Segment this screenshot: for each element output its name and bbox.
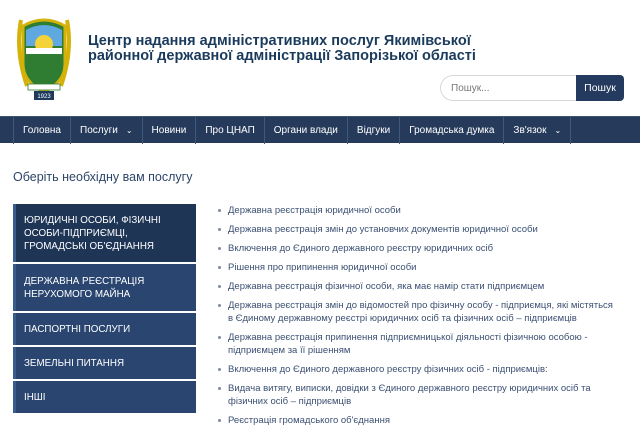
category-label: ЮРИДИЧНІ ОСОБИ, ФІЗИЧНІ ОСОБИ-ПІДПРИЄМЦІ, ГРОМАДСЬКІ ОБ'ЄДНАННЯ xyxy=(24,214,161,252)
nav-label: Органи влади xyxy=(273,125,338,136)
service-link[interactable]: Державна реєстрація змін до відомостей про фізичну особу - підприємця, які містяться в Єдиному державному реєстрі юридичних осіб та фізичних осіб – підприємців xyxy=(218,299,618,325)
nav-item-news[interactable] xyxy=(142,117,196,144)
nav-item-contact[interactable] xyxy=(503,117,571,144)
chevron-down-icon: ⌄ xyxy=(554,125,562,135)
nav-item-reviews[interactable] xyxy=(347,117,399,144)
category-land[interactable] xyxy=(13,347,196,379)
service-link[interactable]: Включення до Єдиного державного реєстру юридичних осіб xyxy=(218,242,618,255)
category-label: ДЕРЖАВНА РЕЄСТРАЦІЯ НЕРУХОМОГО МАЙНА xyxy=(24,275,145,300)
main-navigation xyxy=(0,116,640,143)
site-title-line2: районної державної адміністрації Запорізької області xyxy=(88,48,476,64)
service-categories xyxy=(13,204,196,415)
nav-label: Послуги xyxy=(80,125,118,136)
category-label: ЗЕМЕЛЬНІ ПИТАННЯ xyxy=(24,357,125,369)
category-other[interactable] xyxy=(13,381,196,413)
nav-label: Зв'язок xyxy=(513,125,547,136)
category-passport[interactable] xyxy=(13,313,196,345)
logo-year: 1923 xyxy=(37,94,51,100)
nav-item-authorities[interactable] xyxy=(264,117,347,144)
service-link[interactable]: Реєстрація громадського об'єднання xyxy=(218,414,618,426)
section-title: Оберіть необхідну вам послугу xyxy=(13,170,193,184)
nav-label: Відгуки xyxy=(356,125,391,136)
nav-item-services[interactable] xyxy=(70,117,142,144)
service-list xyxy=(218,204,618,426)
category-legal-entities[interactable] xyxy=(13,204,196,262)
nav-label: Головна xyxy=(23,125,61,136)
chevron-down-icon: ⌄ xyxy=(125,125,133,135)
site-title-line1: Центр надання адміністративних послуг Якимівської xyxy=(88,33,471,49)
service-link[interactable]: Державна реєстрація юридичної особи xyxy=(218,204,618,217)
nav-item-about[interactable] xyxy=(195,117,263,144)
search-form xyxy=(440,75,624,101)
service-link[interactable]: Державна реєстрація змін до установчих документів юридичної особи xyxy=(218,223,618,236)
nav-label: Новини xyxy=(151,125,187,136)
service-link[interactable]: Включення до Єдиного державного реєстру фізичних осіб - підприємців: xyxy=(218,363,618,376)
category-label: ПАСПОРТНІ ПОСЛУГИ xyxy=(24,323,131,335)
nav-label: Громадська думка xyxy=(409,125,495,136)
coat-of-arms-logo[interactable] xyxy=(13,6,75,102)
category-real-estate[interactable] xyxy=(13,264,196,311)
service-link[interactable]: Державна реєстрація фізичної особи, яка має намір стати підприємцем xyxy=(218,280,618,293)
search-input[interactable] xyxy=(440,75,577,101)
service-link[interactable]: Видача витягу, виписки, довідки з Єдиного державного реєстру юридичних осіб та фізичних осіб – підприємців xyxy=(218,382,618,408)
search-button[interactable]: Пошук xyxy=(576,75,624,101)
service-link[interactable]: Рішення про припинення юридичної особи xyxy=(218,261,618,274)
nav-item-home[interactable] xyxy=(13,117,70,144)
category-label: ІНШІ xyxy=(24,391,46,403)
site-header xyxy=(0,0,640,116)
nav-item-public-opinion[interactable] xyxy=(399,117,503,144)
service-link[interactable]: Державна реєстрація припинення підприємницької діяльності фізичною особою - підприємцем за її рішенням xyxy=(218,331,618,357)
site-title[interactable] xyxy=(88,34,488,64)
nav-label: Про ЦНАП xyxy=(205,125,255,136)
